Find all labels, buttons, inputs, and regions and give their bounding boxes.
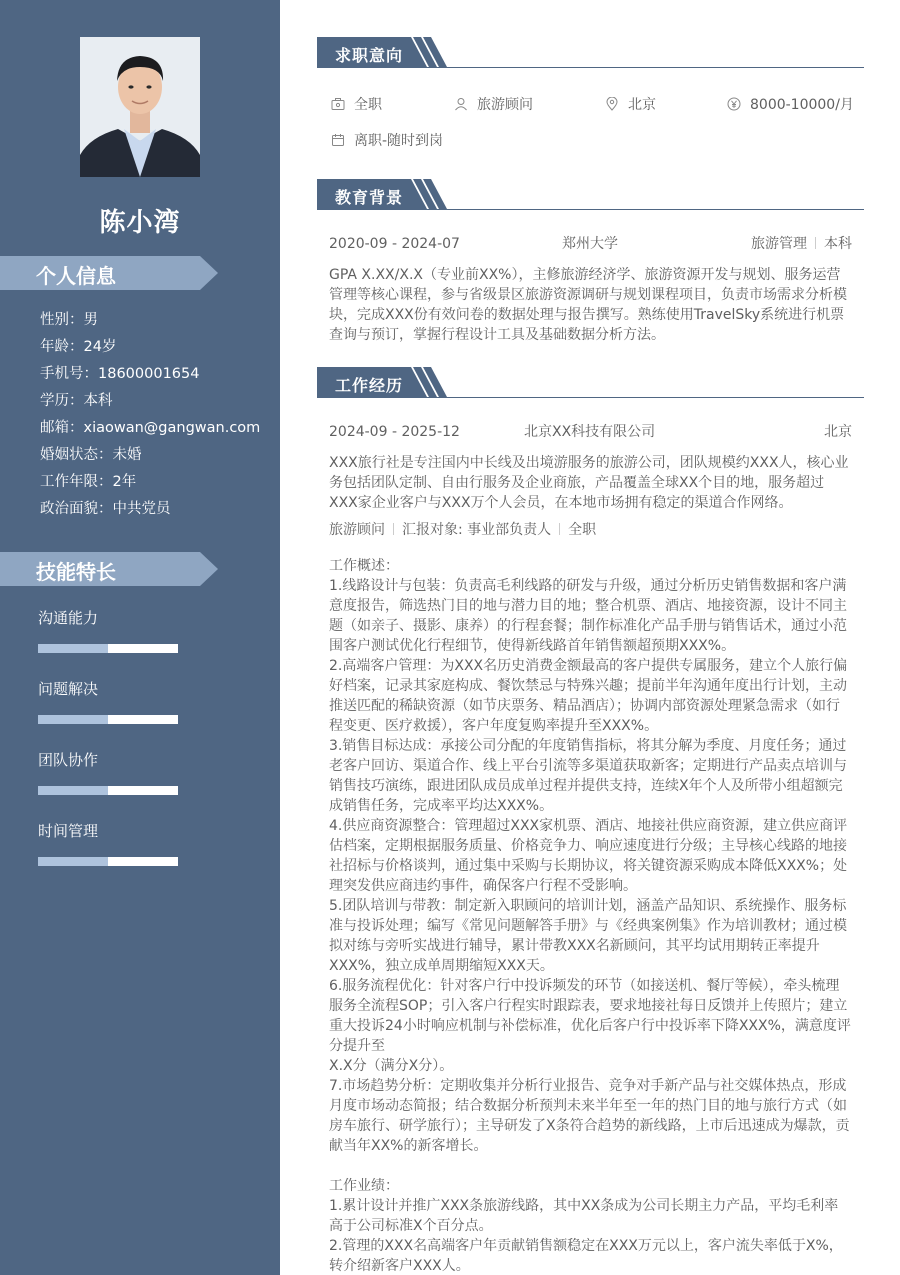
overview-item: 6.服务流程优化：针对客户行中投诉频发的环节（如接送机、餐厅等候），牵头梳理服务全流程SOP；引入客户行程实时跟踪表，要求地接社每日反馈并上传照片；建立重大投诉24小时响应机制与补偿标准，优化后客户行中投诉率下降XXX%，满意度评分提升至: [329, 978, 851, 1054]
experience-role: 旅游顾问: [329, 522, 385, 538]
info-political: 政治面貌：中共党员: [40, 501, 171, 517]
divider: [393, 523, 394, 535]
location-pin-icon: [605, 97, 619, 111]
skill-bar-fill: [38, 786, 108, 795]
education-title: 教育背景: [335, 188, 404, 207]
skill-label: 沟通能力: [38, 609, 99, 627]
section-divider: [317, 209, 864, 210]
education-section-header: [317, 179, 864, 213]
intent-type-value: 全职: [354, 97, 382, 113]
education-description: GPA X.XX/X.X（专业前XX%），主修旅游经济学、旅游资源开发与规划、服务运营管理等核心课程，参与省级景区旅游资源调研与规划课程项目，负责市场需求分析模块，完成XXX份有效问卷的数据处理与报告撰写。熟练使用TravelSky系统进行机票查询与预订，掌握行程设计工具及基础数据分析方法。: [329, 267, 847, 343]
calendar-icon: [331, 133, 345, 147]
user-icon: [454, 97, 468, 111]
intent-salary-value: 8000-10000/月: [750, 97, 854, 113]
info-age: 年龄：24岁: [40, 339, 117, 355]
work-overview: [329, 556, 852, 1275]
intent-availability: [331, 130, 443, 150]
intent-section-header: [317, 37, 864, 71]
info-years: 工作年限：2年: [40, 474, 137, 490]
experience-section-header: [317, 367, 864, 401]
skill-bar: [38, 715, 178, 724]
overview-item: 2.高端客户管理：为XXX名历史消费金额最高的客户提供专属服务，建立个人旅行偏好档案，记录其家庭构成、餐饮禁忌与特殊兴趣；提前半年沟通年度出行计划，主动推送匹配的稀缺资源（如节庆票务、精品酒店）；协调内部资源处理紧急需求（如行程变更、医疗救援），客户年度复购率提升至XXX%。: [329, 658, 848, 734]
info-email: 邮箱：xiaowan@gangwan.com: [40, 420, 261, 436]
spacer: [329, 1156, 852, 1176]
personal-info-title: 个人信息: [36, 264, 116, 288]
intent-position: [454, 94, 533, 114]
intent-city: [605, 94, 656, 114]
overview-item: 7.市场趋势分析：定期收集并分析行业报告、竞争对手新产品与社交媒体热点，形成月度市场动态简报；结合数据分析预判未来半年至一年的热门目的地与旅行方式（如房车旅行、研学旅行）；主导研发了X条符合趋势的新线路，上市后迅速成为爆款，贡献当年XX%的新客增长。: [329, 1078, 850, 1154]
experience-period: 2024-09 - 2025-12: [329, 424, 460, 440]
skill-item: [38, 749, 178, 773]
divider: [815, 237, 816, 249]
skill-label: 问题解决: [38, 680, 99, 698]
yen-coin-icon: [727, 97, 741, 111]
candidate-name: 陈小湾: [99, 208, 181, 238]
briefcase-icon: [331, 97, 345, 111]
achievements-title: 工作业绩：: [329, 1178, 399, 1194]
avatar: [80, 37, 200, 177]
education-major: 旅游管理: [751, 236, 807, 252]
experience-job-type: 全职: [568, 522, 597, 538]
overview-title: 工作概述：: [329, 558, 399, 574]
overview-item: 3.销售目标达成：承接公司分配的年度销售指标，将其分解为季度、月度任务；通过老客户回访、渠道合作、线上平台引流等多渠道获取新客；定期进行产品卖点培训与销售技巧演练，跟进团队成员成单过程并提供支持，连续X年个人及所带小组超额完成销售任务，完成率平均达XXX%。: [329, 738, 847, 814]
skill-bar-fill: [38, 715, 108, 724]
intent-availability-value: 离职-随时到岗: [354, 133, 444, 149]
overview-item: 1.线路设计与包装：负责高毛利线路的研发与升级，通过分析历史销售数据和客户满意度报告，筛选热门目的地与潜力目的地；整合机票、酒店、地接资源，设计不同主题（如亲子、摄影、康养）的行程套餐；制作标准化产品手册与销售话术，通过小范围客户测试优化行程细节，使得新线路首年销售额超预期XXX%。: [329, 578, 847, 654]
intent-city-value: 北京: [628, 97, 656, 113]
skills-title: 技能特长: [36, 560, 116, 584]
experience-title: 工作经历: [335, 376, 404, 395]
personal-info-header: [0, 256, 218, 290]
skill-bar-fill: [38, 644, 108, 653]
overview-item: X.X分（满分X分）。: [329, 1058, 454, 1074]
skill-bar: [38, 857, 178, 866]
education-major-degree: [751, 234, 852, 254]
education-school: 郑州大学: [562, 236, 618, 252]
divider: [559, 523, 560, 535]
experience-city: 北京: [824, 424, 852, 440]
company-description: XXX旅行社是专注国内中长线及出境游服务的旅游公司，团队规模约XXX人，核心业务包括团队定制、自由行服务及企业商旅，产品覆盖全球XX个目的地，服务超过XXX家企业客户与XXX万个人会员，在本地市场拥有稳定的渠道合作网络。: [329, 455, 849, 511]
info-education: 学历：本科: [40, 393, 113, 409]
skill-item: [38, 607, 178, 631]
intent-type: [331, 94, 382, 114]
intent-title: 求职意向: [335, 46, 404, 65]
section-divider: [317, 397, 864, 398]
overview-item: 5.团队培训与带教：制定新入职顾问的培训计划，涵盖产品知识、系统操作、服务标准与投诉处理；编写《常见问题解答手册》与《经典案例集》作为培训教材；通过模拟对练与旁听实战进行辅导，累计带教XXX名新顾问，其平均试用期转正率提升XXX%，独立成单周期缩短XXX天。: [329, 898, 847, 974]
education-degree: 本科: [824, 236, 852, 252]
skill-bar-fill: [38, 857, 108, 866]
overview-item: 4.供应商资源整合：管理超过XXX家机票、酒店、地接社供应商资源，建立供应商评估档案，定期根据服务质量、价格竞争力、响应速度进行分级；主导核心线路的地接社招标与价格谈判，通过集中采购与长期协议，将关键资源采购成本降低XXX%；处理突发供应商违约事件，确保客户行程不受影响。: [329, 818, 848, 894]
experience-role-line: [329, 520, 596, 540]
skill-bar: [38, 644, 178, 653]
sidebar: [0, 0, 280, 1275]
skill-item: [38, 678, 178, 702]
achievement-item: 1.累计设计并推广XXX条旅游线路，其中XX条成为公司长期主力产品，平均毛利率高于公司标准X个百分点。: [329, 1198, 839, 1234]
intent-salary: [727, 94, 854, 114]
education-period: 2020-09 - 2024-07: [329, 236, 460, 252]
skill-bar: [38, 786, 178, 795]
skill-label: 团队协作: [38, 751, 99, 769]
experience-company: 北京XX科技有限公司: [524, 424, 656, 440]
skill-label: 时间管理: [38, 822, 99, 840]
experience-report-to: 汇报对象: 事业部负责人: [402, 522, 552, 538]
achievement-item: 2.管理的XXX名高端客户年贡献销售额稳定在XXX万元以上，客户流失率低于X%，转介绍新客户XXX人。: [329, 1238, 843, 1274]
section-divider: [317, 67, 864, 68]
intent-position-value: 旅游顾问: [477, 97, 533, 113]
info-phone: 手机号：18600001654: [40, 366, 200, 382]
personal-info-list: [40, 309, 260, 525]
info-marital: 婚姻状态：未婚: [40, 447, 142, 463]
skills-header: [0, 552, 218, 586]
info-gender: 性别：男: [40, 312, 98, 328]
skill-item: [38, 820, 178, 844]
